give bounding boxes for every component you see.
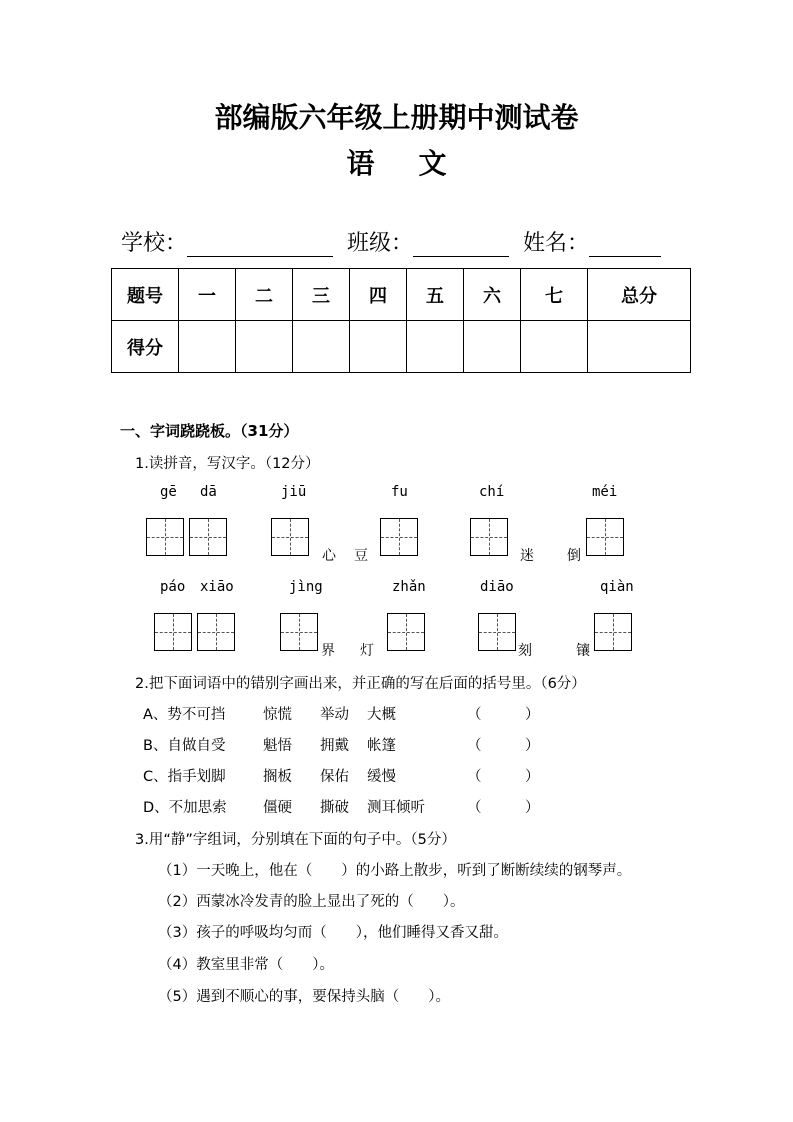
fill-sentence: （5）遇到不顺心的事，要保持头脑（ ）。 bbox=[158, 989, 450, 1005]
pinyin: dā bbox=[200, 484, 217, 500]
pinyin: fu bbox=[391, 484, 408, 500]
pinyin: jìng bbox=[289, 579, 323, 595]
answer-parentheses[interactable]: （ ） bbox=[467, 707, 540, 723]
answer-parentheses[interactable]: （ ） bbox=[467, 769, 540, 785]
option-word: 大概 bbox=[367, 707, 396, 723]
option-word: 缓慢 bbox=[367, 769, 396, 785]
option-word: 帐篷 bbox=[367, 738, 396, 754]
pinyin: xiāo bbox=[200, 579, 234, 595]
table-cell: 总分 bbox=[588, 269, 691, 321]
writing-box[interactable] bbox=[197, 613, 235, 651]
school-label: 学校： bbox=[121, 231, 188, 256]
given-character: 界 bbox=[321, 643, 335, 659]
answer-parentheses[interactable]: （ ） bbox=[467, 738, 540, 754]
writing-box[interactable] bbox=[189, 518, 227, 556]
writing-box[interactable] bbox=[478, 613, 516, 651]
option-label: A、势不可挡 bbox=[143, 707, 226, 723]
answer-parentheses[interactable]: （ ） bbox=[467, 800, 540, 816]
given-character: 灯 bbox=[360, 643, 374, 659]
option-word: 举动 bbox=[320, 707, 349, 723]
question-2-prompt: 2.把下面词语中的错别字画出来，并正确的写在后面的括号里。（6分） bbox=[135, 676, 586, 692]
table-cell: 一 bbox=[179, 269, 236, 321]
option-word: 搁板 bbox=[263, 769, 292, 785]
option-label: D、不加思索 bbox=[143, 800, 227, 816]
table-cell: 六 bbox=[464, 269, 521, 321]
student-info bbox=[121, 226, 661, 257]
writing-box[interactable] bbox=[380, 518, 418, 556]
score-cell[interactable] bbox=[179, 321, 236, 373]
writing-box[interactable] bbox=[586, 518, 624, 556]
given-character: 心 bbox=[322, 548, 336, 564]
score-cell[interactable] bbox=[407, 321, 464, 373]
fill-sentence: （3）孩子的呼吸均匀而（ ），他们睡得又香又甜。 bbox=[158, 925, 508, 941]
fill-sentence: （1）一天晚上，他在（ ）的小路上散步，听到了断断续续的钢琴声。 bbox=[158, 863, 632, 879]
score-table-score-row bbox=[112, 321, 691, 373]
option-word: 惊慌 bbox=[263, 707, 292, 723]
writing-box[interactable] bbox=[146, 518, 184, 556]
name-field[interactable] bbox=[589, 230, 661, 257]
school-field[interactable] bbox=[187, 230, 333, 257]
score-cell[interactable] bbox=[350, 321, 407, 373]
name-label: 姓名： bbox=[523, 231, 590, 256]
score-cell[interactable] bbox=[521, 321, 588, 373]
given-character: 迷 bbox=[520, 548, 534, 564]
option-word: 魁悟 bbox=[263, 738, 292, 754]
subject-title: 语文 bbox=[346, 147, 491, 180]
class-label: 班级： bbox=[347, 231, 414, 256]
given-character: 豆 bbox=[354, 548, 368, 564]
pinyin: zhǎn bbox=[392, 579, 426, 595]
exam-title: 部编版六年级上册期中测试卷 bbox=[214, 101, 579, 134]
given-character: 刻 bbox=[518, 643, 532, 659]
option-word: 撕破 bbox=[320, 800, 349, 816]
option-word: 保佑 bbox=[320, 769, 349, 785]
writing-box[interactable] bbox=[387, 613, 425, 651]
pinyin: chí bbox=[479, 484, 505, 500]
given-character: 镶 bbox=[576, 643, 590, 659]
writing-box[interactable] bbox=[594, 613, 632, 651]
pinyin: gē bbox=[160, 484, 177, 500]
question-3-prompt: 3.用“静”字组词，分别填在下面的句子中。（5分） bbox=[135, 832, 456, 848]
score-cell[interactable] bbox=[293, 321, 350, 373]
pinyin: diāo bbox=[480, 579, 514, 595]
pinyin: méi bbox=[592, 484, 618, 500]
score-cell[interactable] bbox=[464, 321, 521, 373]
table-cell: 五 bbox=[407, 269, 464, 321]
fill-sentence: （2）西蒙冰冷发青的脸上显出了死的（ ）。 bbox=[158, 894, 465, 910]
pinyin: jiū bbox=[281, 484, 307, 500]
fill-sentence: （4）教室里非常（ ）。 bbox=[158, 957, 334, 973]
score-table-header-row bbox=[112, 269, 691, 321]
table-cell: 四 bbox=[350, 269, 407, 321]
option-word: 拥戴 bbox=[320, 738, 349, 754]
option-word: 测耳倾听 bbox=[367, 800, 425, 816]
class-field[interactable] bbox=[413, 230, 509, 257]
table-cell: 七 bbox=[521, 269, 588, 321]
score-table bbox=[111, 268, 691, 373]
writing-box[interactable] bbox=[280, 613, 318, 651]
option-label: C、指手划脚 bbox=[143, 769, 226, 785]
table-cell: 二 bbox=[236, 269, 293, 321]
score-cell[interactable] bbox=[588, 321, 691, 373]
score-cell[interactable] bbox=[236, 321, 293, 373]
question-1-prompt: 1.读拼音，写汉字。（12分） bbox=[135, 456, 320, 472]
writing-box[interactable] bbox=[154, 613, 192, 651]
pinyin: páo bbox=[160, 579, 186, 595]
table-cell: 得分 bbox=[112, 321, 179, 373]
writing-box[interactable] bbox=[271, 518, 309, 556]
table-cell: 三 bbox=[293, 269, 350, 321]
pinyin: qiàn bbox=[600, 579, 634, 595]
given-character: 倒 bbox=[567, 548, 581, 564]
option-word: 僵硬 bbox=[263, 800, 292, 816]
writing-box[interactable] bbox=[470, 518, 508, 556]
table-cell: 题号 bbox=[112, 269, 179, 321]
option-label: B、自做自受 bbox=[143, 738, 226, 754]
section-title: 一、字词跷跷板。（31分） bbox=[120, 422, 299, 440]
